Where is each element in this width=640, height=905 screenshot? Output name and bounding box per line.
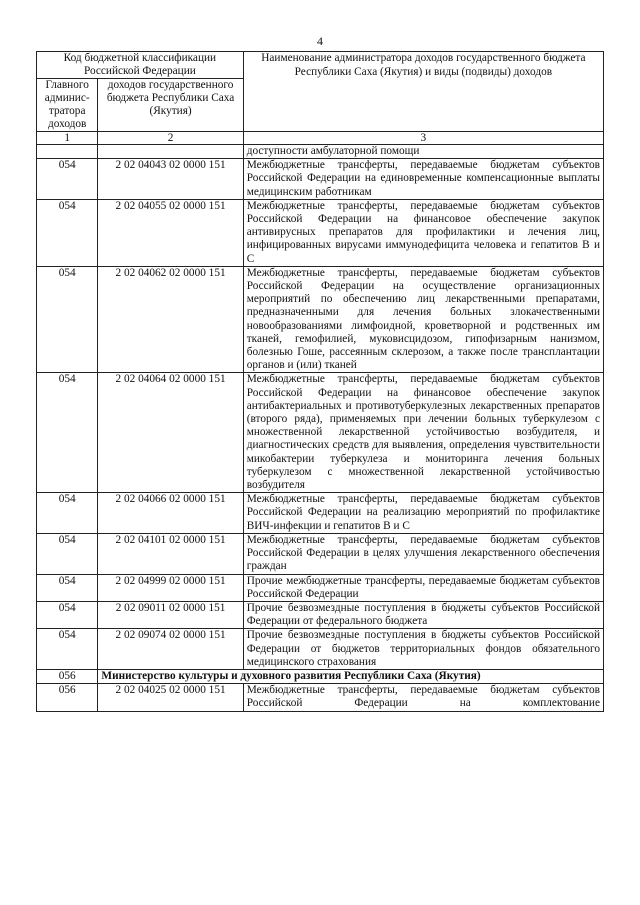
admin-code-cell: 054 bbox=[37, 199, 98, 266]
revenue-description-cell: Межбюджетные трансферты, передаваемые бюджетам субъектов Российской Федерации на комплектование bbox=[243, 684, 603, 711]
column-index: 3 bbox=[243, 132, 603, 145]
table-row bbox=[37, 601, 604, 628]
revenue-code-cell: 2 02 04025 02 0000 151 bbox=[98, 684, 243, 711]
admin-code-cell: 054 bbox=[37, 159, 98, 200]
table-body bbox=[37, 145, 604, 712]
ministry-name: Министерство культуры и духовного развития Республики Саха (Якутия) bbox=[98, 669, 604, 683]
table-row bbox=[37, 373, 604, 493]
ministry-row bbox=[37, 669, 604, 683]
revenue-code-cell: 2 02 04101 02 0000 151 bbox=[98, 533, 243, 574]
admin-code-cell: 054 bbox=[37, 629, 98, 670]
revenue-code-cell bbox=[98, 145, 243, 159]
admin-code-cell: 054 bbox=[37, 601, 98, 628]
table-row bbox=[37, 574, 604, 601]
table-row bbox=[37, 145, 604, 159]
column-index: 2 bbox=[98, 132, 243, 145]
page-number: 4 bbox=[317, 34, 323, 48]
table-row bbox=[37, 493, 604, 534]
revenue-code-cell: 2 02 04066 02 0000 151 bbox=[98, 493, 243, 534]
revenue-description-cell: Межбюджетные трансферты, передаваемые бюджетам субъектов Российской Федерации на финансовое обеспечение закупок антивирусных препаратов для профилактики и лечения лиц, инфицированных вирусами иммунодефицита человека и гепатитов В и С bbox=[243, 199, 603, 266]
revenue-description-cell: Прочие межбюджетные трансферты, передаваемые бюджетам субъектов Российской Федерации bbox=[243, 574, 603, 601]
revenue-code-cell: 2 02 09074 02 0000 151 bbox=[98, 629, 243, 670]
revenue-description-cell: Прочие безвозмездные поступления в бюджеты субъектов Российской Федерации от бюджетов территориальных фондов обязательного медицинского страхования bbox=[243, 629, 603, 670]
revenue-code-cell: 2 02 04999 02 0000 151 bbox=[98, 574, 243, 601]
revenue-code-cell: 2 02 09011 02 0000 151 bbox=[98, 601, 243, 628]
admin-code-cell: 054 bbox=[37, 493, 98, 534]
admin-code-cell: 054 bbox=[37, 574, 98, 601]
revenue-code-cell: 2 02 04062 02 0000 151 bbox=[98, 266, 243, 373]
table-row bbox=[37, 533, 604, 574]
header-revenue-code: доходов государственного бюджета Республики Саха (Якутия) bbox=[98, 79, 243, 132]
column-index: 1 bbox=[37, 132, 98, 145]
table-row bbox=[37, 266, 604, 373]
budget-classification-table bbox=[36, 51, 604, 712]
admin-code-cell: 054 bbox=[37, 266, 98, 373]
admin-code-cell: 054 bbox=[37, 373, 98, 493]
admin-code-cell: 054 bbox=[37, 533, 98, 574]
table-row bbox=[37, 629, 604, 670]
table-row bbox=[37, 159, 604, 200]
revenue-description-cell: доступности амбулаторной помощи bbox=[243, 145, 603, 159]
column-index-row bbox=[37, 132, 604, 145]
header-administrator-name: Наименование администратора доходов государственного бюджета Республики Саха (Якутия) и виды (подвиды) доходов bbox=[243, 52, 603, 132]
revenue-description-cell: Межбюджетные трансферты, передаваемые бюджетам субъектов Российской Федерации на реализацию мероприятий по профилактике ВИЧ-инфекции и гепатитов В и С bbox=[243, 493, 603, 534]
revenue-code-cell: 2 02 04055 02 0000 151 bbox=[98, 199, 243, 266]
admin-code-cell: 056 bbox=[37, 669, 98, 683]
revenue-description-cell: Межбюджетные трансферты, передаваемые бюджетам субъектов Российской Федерации на единовременные компенсационные выплаты медицинским работникам bbox=[243, 159, 603, 200]
revenue-code-cell: 2 02 04043 02 0000 151 bbox=[98, 159, 243, 200]
admin-code-cell bbox=[37, 145, 98, 159]
revenue-description-cell: Межбюджетные трансферты, передаваемые бюджетам субъектов Российской Федерации в целях улучшения лекарственного обеспечения граждан bbox=[243, 533, 603, 574]
table-row bbox=[37, 684, 604, 711]
header-main-administrator: Главного админис-тратора доходов bbox=[37, 79, 98, 132]
revenue-description-cell: Прочие безвозмездные поступления в бюджеты субъектов Российской Федерации от федерального бюджета bbox=[243, 601, 603, 628]
table-row bbox=[37, 199, 604, 266]
revenue-description-cell: Межбюджетные трансферты, передаваемые бюджетам субъектов Российской Федерации на финансовое обеспечение закупок антибактериальных и противотуберкулезных лекарственных препаратов (второго ряда), применяемых при лечении больных туберкулезом с множественной лекарственной устойчивостью возбудителя, и диагностических средств для выявления, определения чувствительности микобактерии туберкулеза и мониторинга лечения больных туберкулезом с множественной лекарственной устойчивостью возбудителя bbox=[243, 373, 603, 493]
table-header bbox=[37, 52, 604, 145]
admin-code-cell: 056 bbox=[37, 684, 98, 711]
header-budget-classification-code: Код бюджетной классификации Российской Федерации bbox=[37, 52, 244, 79]
revenue-code-cell: 2 02 04064 02 0000 151 bbox=[98, 373, 243, 493]
revenue-description-cell: Межбюджетные трансферты, передаваемые бюджетам субъектов Российской Федерации на осуществление организационных мероприятий по обеспечению лиц лекарственными препаратами, предназначенными для лечения больных злокачественными новообразованиями лимфоидной, кроветворной и родственных им тканей, гемофилией, муковисцидозом, гипофизарным нанизмом, болезнью Гоше, рассеянным склерозом, а также после трансплантации органов и (или) тканей bbox=[243, 266, 603, 373]
